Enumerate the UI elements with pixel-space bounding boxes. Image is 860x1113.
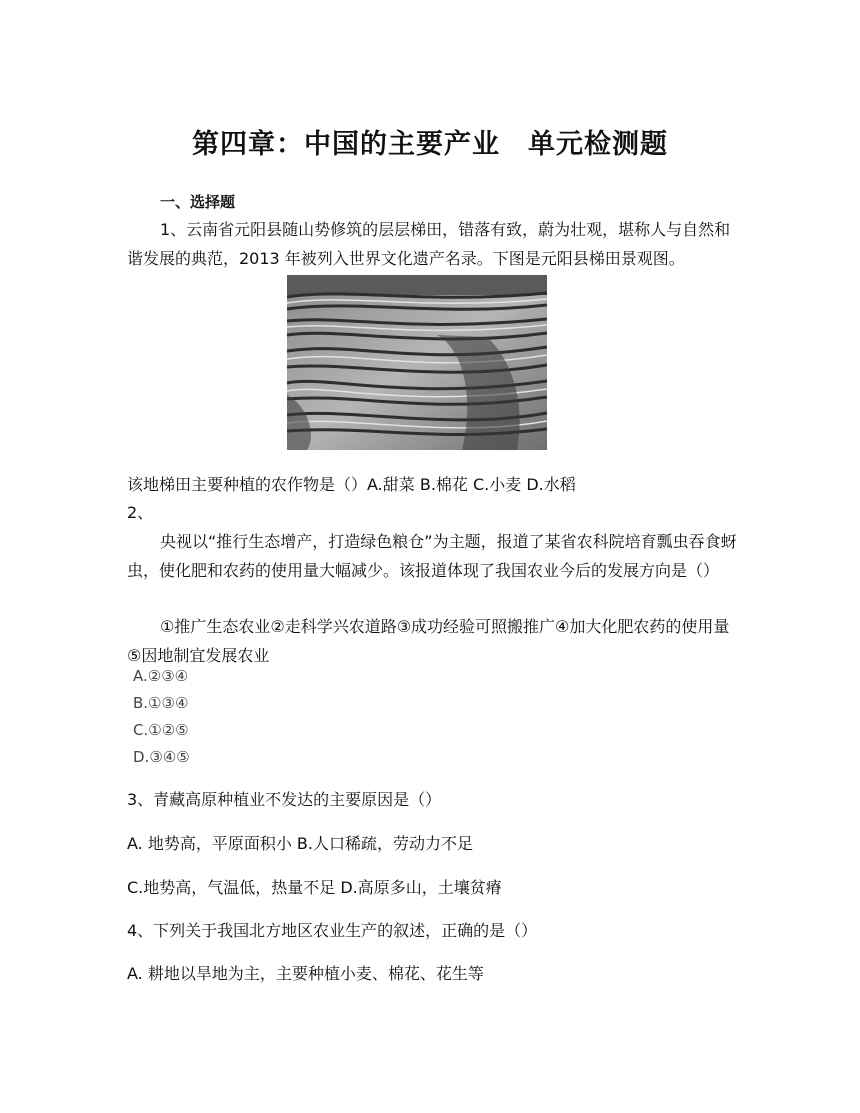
question-1-body: 1、云南省元阳县随山势修筑的层层梯田，错落有致，蔚为壮观，堪称人与自然和谐发展的典范，2013 年被列入世界文化遗产名录。下图是元阳县梯田景观图。: [127, 220, 731, 268]
question-3-text: 3、青藏高原种植业不发达的主要原因是（）: [127, 790, 442, 809]
rice-terraces-photo: [287, 275, 547, 450]
question-2-choice-d: D.③④⑤: [133, 748, 190, 766]
section-heading: 一、选择题: [160, 193, 236, 211]
question-3-options-ab: A. 地势高，平原面积小 B.人口稀疏，劳动力不足: [127, 834, 473, 853]
question-3-options-cd: C.地势高，气温低，热量不足 D.高原多山，土壤贫瘠: [127, 878, 502, 897]
question-2-statements-body: ①推广生态农业②走科学兴农道路③成功经验可照搬推广④加大化肥农药的使用量⑤因地制宜发展农业: [127, 617, 730, 665]
question-1-options: 该地梯田主要种植的农作物是（）A.甜菜 B.棉花 C.小麦 D.水稻: [127, 475, 576, 494]
question-2-choice-b: B.①③④: [133, 694, 189, 712]
question-2-text: [127, 527, 739, 585]
question-1-text: [127, 215, 739, 273]
question-2-statements: [127, 612, 739, 670]
question-2-number: 2、: [127, 503, 154, 522]
question-2-body: 央视以“推行生态增产，打造绿色粮仓”为主题，报道了某省农科院培育瓢虫吞食蚜虫，使化肥和农药的使用量大幅减少。该报道体现了我国农业今后的发展方向是（）: [127, 532, 737, 580]
document-title: 第四章：中国的主要产业 单元检测题: [192, 129, 668, 160]
question-4-text: 4、下列关于我国北方地区农业生产的叙述，正确的是（）: [127, 921, 538, 940]
question-4-option-a: A. 耕地以旱地为主，主要种植小麦、棉花、花生等: [127, 964, 484, 983]
question-2-choice-a: A.②③④: [133, 667, 189, 685]
question-2-choice-c: C.①②⑤: [133, 721, 189, 739]
